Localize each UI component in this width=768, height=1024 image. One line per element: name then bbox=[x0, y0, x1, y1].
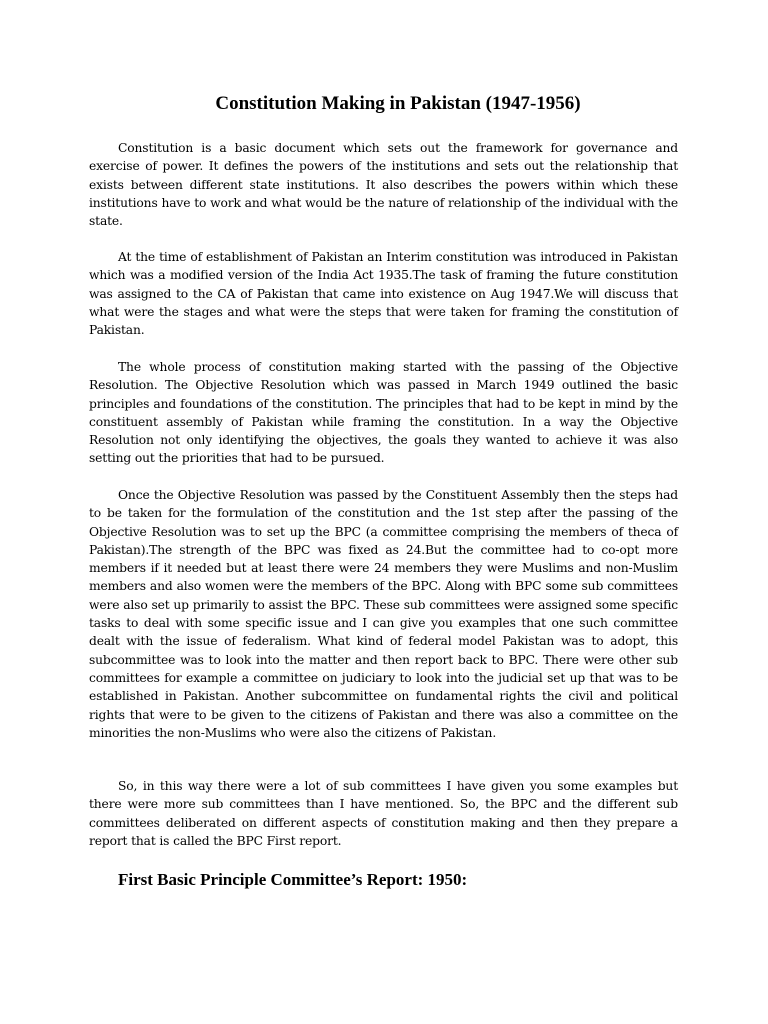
paragraph-objective-resolution: The whole process of constitution making started with the passing of the Objective Resolution. The Objective Resolution which was passed in March 1949 outlined the basic principles and foundations of the constitution. The principles that had to be kept in mind by the constituent assembly of Pakistan while framing the constitution. In a way the Objective Resolution not only identifying the objectives, the goals they wanted to achieve it was also setting out the priorities that had to be pursued. bbox=[89, 360, 678, 466]
paragraph-constitution-definition: Constitution is a basic document which sets out the framework for governance and exercise of power. It defines the powers of the institutions and sets out the relationship that exists between different state institutions. It also describes the powers within which these institutions have to work and what would be the nature of relationship of the individual with the state. bbox=[89, 141, 678, 229]
section-heading: First Basic Principle Committee’s Report: 1950: bbox=[118, 870, 468, 889]
paragraph-bpc-committees: Once the Objective Resolution was passed by the Constituent Assembly then the steps had to be taken for the formulation of the constitution and the 1st step after the passing of the Objective Resolution was to set up the BPC (a committee comprising the members of theca of Pakistan).The strength of the BPC was fixed as 24.But the committee had to co-opt more members if it needed but at least there were 24 members they were Muslims and non-Muslim members and also women were the members of the BPC. Along with BPC some sub committees were also set up primarily to assist the BPC. These sub committees were assigned some specific tasks to deal with some specific issue and I can give you examples that one such committee dealt with the issue of federalism. What kind of federal model Pakistan was to adopt, this subcommittee was to look into the matter and then report back to BPC. There were other sub committees for example a committee on judiciary to look into the judicial set up that was to be established in Pakistan. Another subcommittee on fundamental rights the civil and political rights that were to be given to the citizens of Pakistan and there was also a committee on the minorities the non-Muslims who were also the citizens of Pakistan. bbox=[89, 488, 678, 740]
paragraph-bpc-first-report: So, in this way there were a lot of sub committees I have given you some examples but there were more sub committees than I have mentioned. So, the BPC and the different sub committees deliberated on different aspects of constitution making and then they prepare a report that is called the BPC First report. bbox=[89, 779, 678, 848]
paragraph-interim-constitution: At the time of establishment of Pakistan an Interim constitution was introduced in Pakistan which was a modified version of the India Act 1935.The task of framing the future constitution was assigned to the CA of Pakistan that came into existence on Aug 1947.We will discuss that what were the stages and what were the steps that were taken for framing the constitution of Pakistan. bbox=[89, 250, 678, 338]
page-title: Constitution Making in Pakistan (1947-1956) bbox=[215, 93, 581, 114]
